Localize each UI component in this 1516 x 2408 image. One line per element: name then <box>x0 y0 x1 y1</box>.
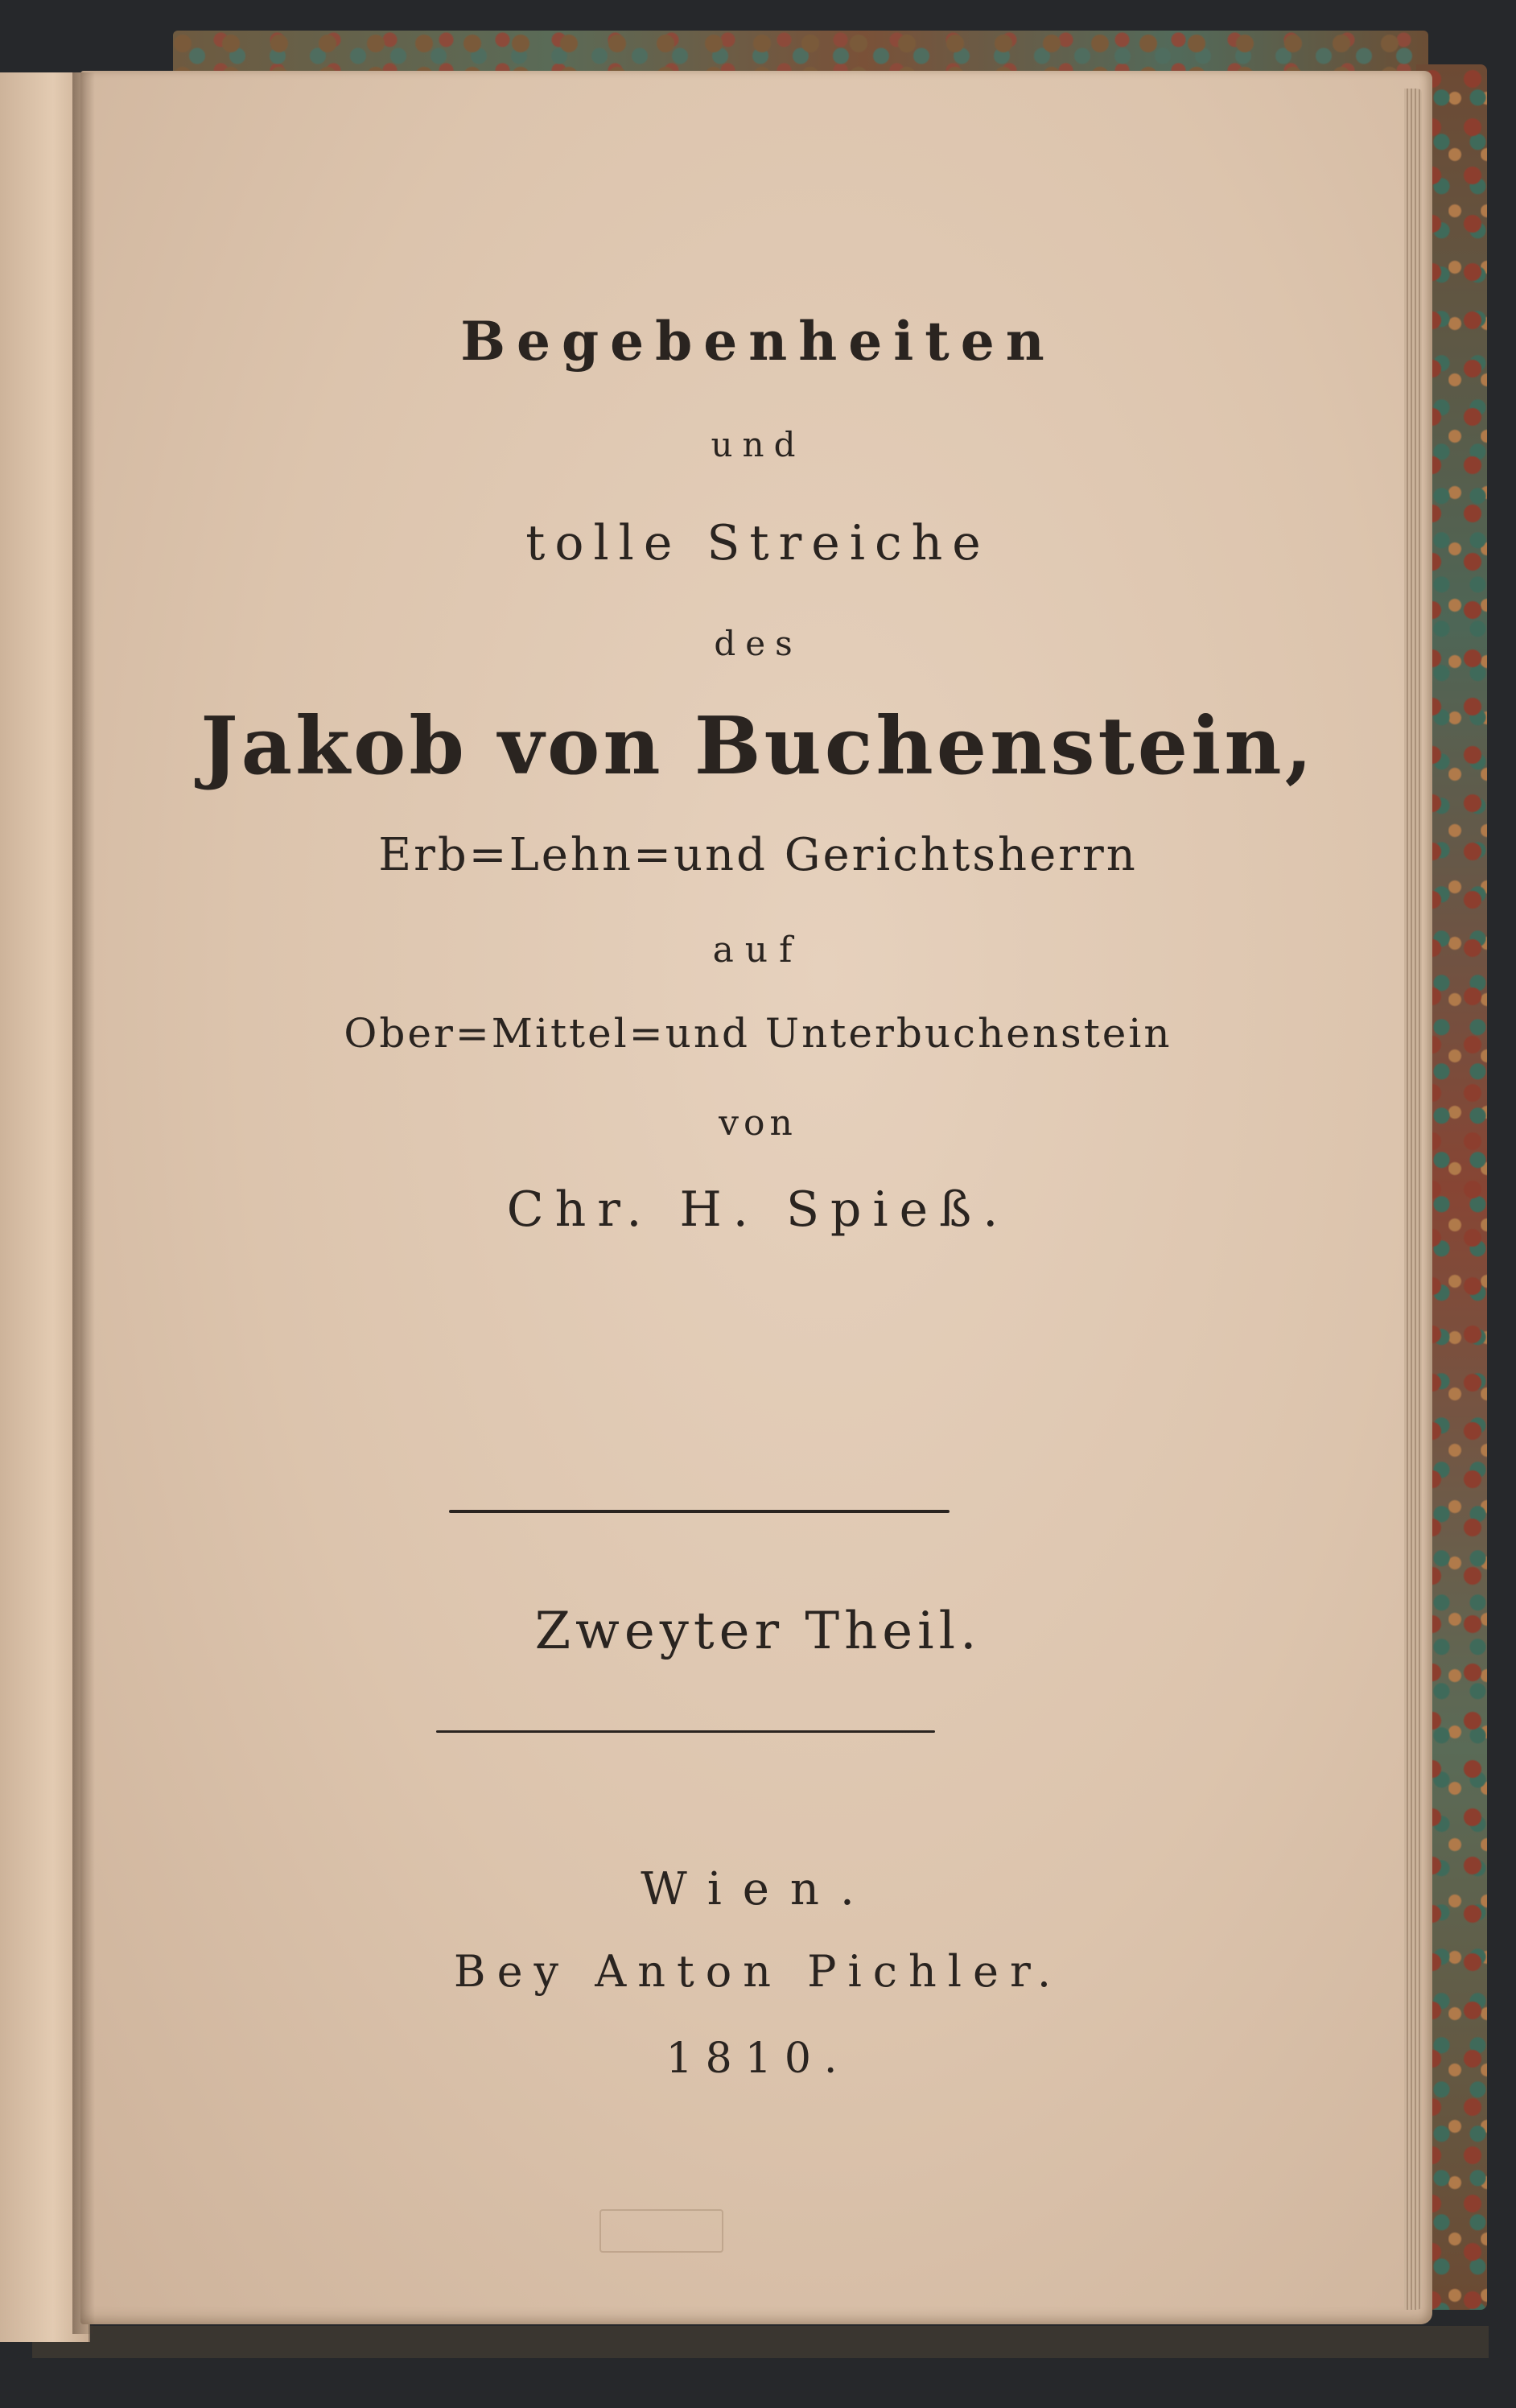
faint-library-stamp <box>599 2209 723 2253</box>
title-line-2: und <box>711 425 805 464</box>
top-rule <box>449 1510 950 1513</box>
title-line-1: Begebenheiten <box>460 310 1056 373</box>
title-line-3: tolle Streiche <box>525 515 991 571</box>
title-line-5: Jakob von Buchenstein, <box>200 700 1316 793</box>
title-line-9: von <box>719 1103 797 1144</box>
bottom-rule <box>436 1730 935 1733</box>
place: Wien. <box>641 1863 875 1915</box>
title-line-4: des <box>714 624 802 663</box>
publisher: Bey Anton Pichler. <box>453 1946 1063 1997</box>
volume: Zweyter Theil. <box>534 1602 982 1661</box>
year: 1810. <box>665 2035 851 2083</box>
author: Chr. H. Spieß. <box>506 1181 1010 1238</box>
cover-bottom <box>32 2326 1489 2358</box>
title-line-8: Ober=Mittel=und Unterbuchenstein <box>344 1010 1172 1057</box>
title-line-6: Erb=Lehn=und Gerichtsherrn <box>378 829 1138 881</box>
title-line-7: auf <box>712 930 804 971</box>
